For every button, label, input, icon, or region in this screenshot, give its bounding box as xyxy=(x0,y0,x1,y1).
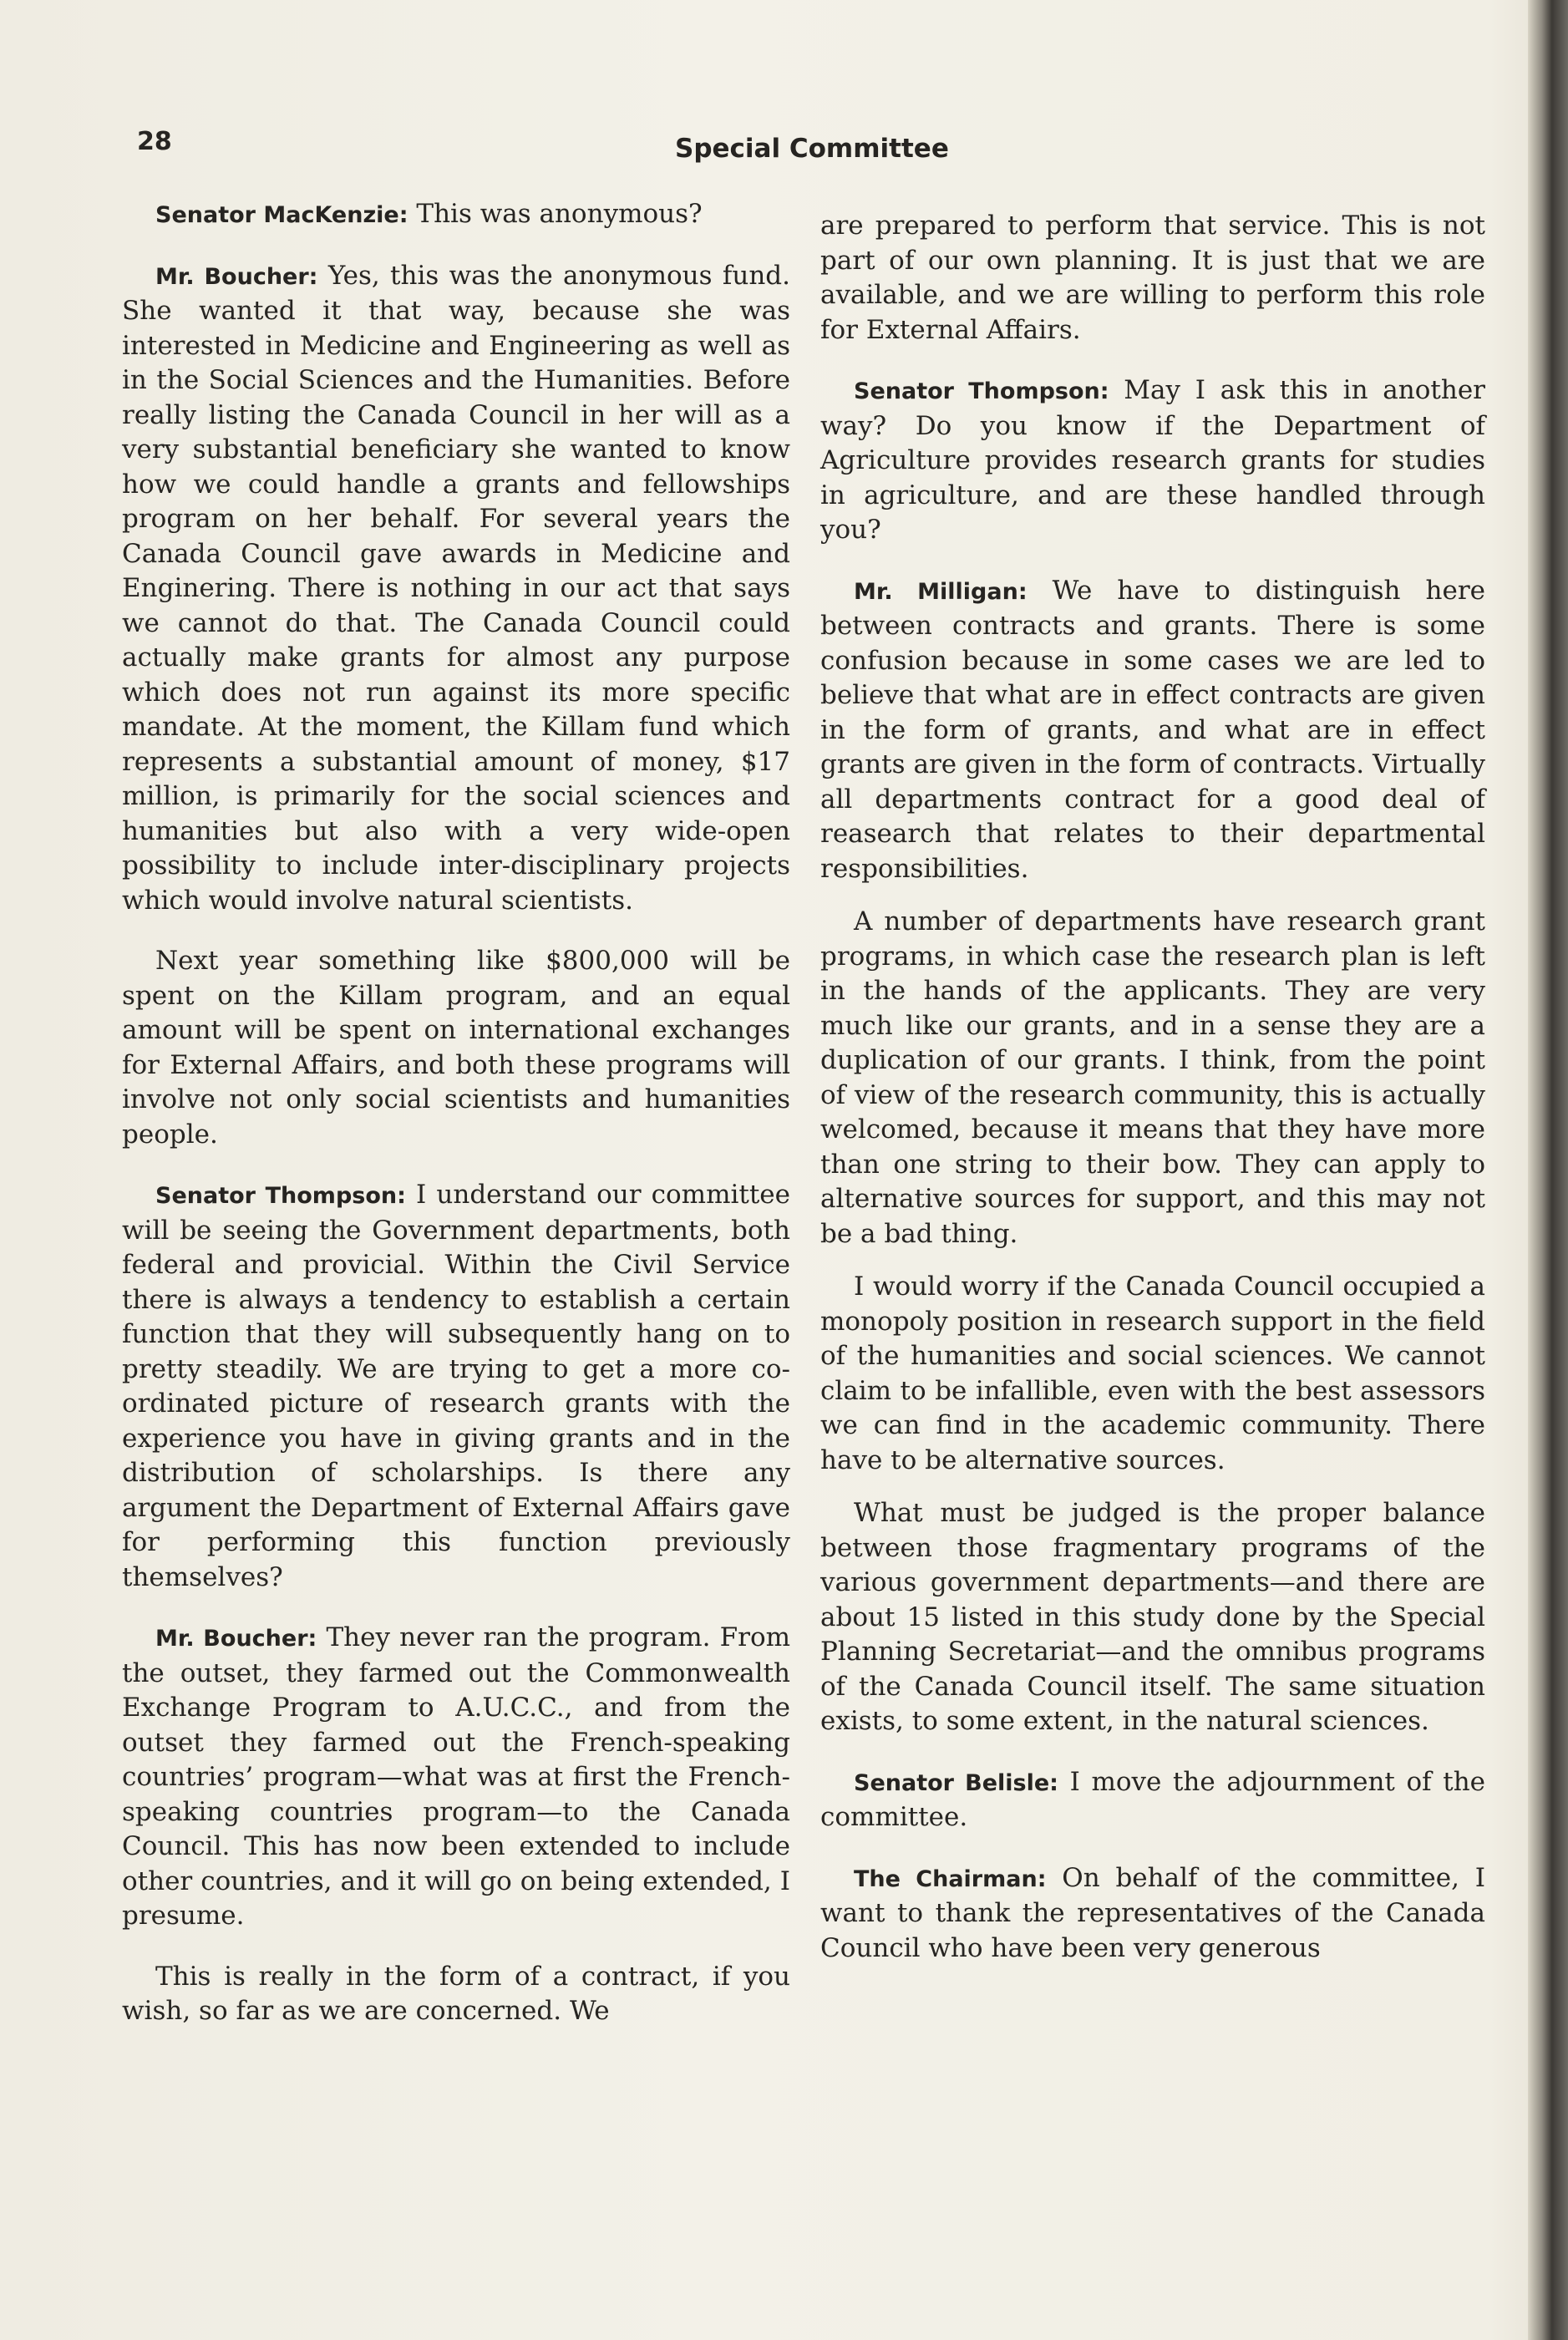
paragraph xyxy=(122,197,790,233)
paragraph xyxy=(122,1621,790,1934)
speaker-label: The Chairman: xyxy=(854,1865,1047,1892)
speaker-label: Mr. Boucher: xyxy=(155,1626,317,1652)
paragraph xyxy=(122,944,790,1152)
right-column xyxy=(820,209,1485,1992)
book-spine-shadow xyxy=(1528,0,1568,2340)
paragraph xyxy=(820,1765,1485,1835)
paragraph-text: What must be judged is the proper balance between those fragmentary programs of the various government departments—and there are about 15 listed in this study done by the Special Planning Secretariat—and the omnibus programs of the Canada Council itself. The same situation exists, to some extent, in the natural sciences. xyxy=(820,1498,1485,1736)
paragraph xyxy=(820,905,1485,1251)
paragraph-text: This is really in the form of a contract, if you wish, so far as we are concerned. We xyxy=(122,1961,790,2026)
paragraph-text: May I ask this in another way? Do you know if the Department of Agriculture provides research grants for studies in agriculture, and are these handled through you? xyxy=(820,375,1485,545)
speaker-label: Senator Thompson: xyxy=(854,378,1109,404)
paragraph-text: This was anonymous? xyxy=(416,199,703,229)
speaker-label: Senator Thompson: xyxy=(155,1183,406,1209)
paragraph-text: They never ran the program. From the outset, they farmed out the Commonwealth Exchange Program to A.U.C.C., and from the outset they farmed out the French-speaking countries’ program—what was at first the French-speaking countries program—to the Canada Council. This has now been extended to include other countries, and it will go on being extended, I presume. xyxy=(122,1622,790,1931)
paragraph-text: are prepared to perform that service. This is not part of our own planning. It is just that we are available, and we are willing to perform this role for External Affairs. xyxy=(820,211,1485,345)
speaker-label: Senator MacKenzie: xyxy=(155,202,408,228)
speaker-label: Senator Belisle: xyxy=(854,1769,1058,1796)
left-column xyxy=(122,197,790,2055)
paragraph-text: I move the adjournment of the committee. xyxy=(820,1766,1486,1832)
paragraph-text: I would worry if the Canada Council occupied a monopoly position in research support in the field of the humanities and social sciences. We cannot claim to be infallible, even with the best assessors we can find in the academic community. There have to be alternative sources. xyxy=(820,1272,1485,1475)
paragraph xyxy=(122,1178,790,1595)
paragraph xyxy=(820,1496,1485,1739)
paragraph xyxy=(820,574,1485,887)
running-title: Special Committee xyxy=(675,134,949,164)
paragraph xyxy=(122,1960,790,2029)
paragraph-text: I understand our committee will be seeing the Government departments, both federal and provicial. Within the Civil Service there is always a tendency to establish a certain function that they will subsequently hang on to pretty steadily. We are trying to get a more co-ordinated picture of research grants with the experience you have in giving grants and in the distribution of scholarships. Is there any argument the Department of External Affairs gave for performing this function previously themselves? xyxy=(122,1180,790,1592)
paragraph xyxy=(820,209,1485,348)
speaker-label: Mr. Boucher: xyxy=(155,263,318,290)
paragraph-text: Yes, this was the anonymous fund. She wanted it that way, because she was interested in Medicine and Engineering as well as in the Social Sciences and the Humanities. Before really listing the Canada Council in her will as a very substantial beneficiary she wanted to know how we could handle a grants and fellowships program on her behalf. For several years the Canada Council gave awards in Medicine and Enginering. There is nothing in our act that says we cannot do that. The Canada Council could actually make grants for almost any purpose which does not run against its more specific mandate. At the moment, the Killam fund which represents a substantial amount of money, $17 million, is primarily for the social sciences and humanities but also with a very wide-open possibility to include inter-disciplinary projects which would involve natural scientists. xyxy=(122,260,790,916)
paragraph xyxy=(820,373,1485,548)
paragraph xyxy=(122,259,790,919)
paragraph-text: A number of departments have research grant programs, in which case the research plan is left in the hands of the applicants. They are very much like our grants, and in a sense they are a duplication of our grants. I think, from the point of view of the research community, this is actually welcomed, because it means that they have more than one string to their bow. They can apply to alternative sources for support, and this may not be a bad thing. xyxy=(820,906,1485,1249)
speaker-label: Mr. Milligan: xyxy=(854,578,1028,605)
paragraph-text: We have to distinguish here between contracts and grants. There is some confusion because in some cases we are led to believe that what are in effect contracts are given in the form of grants, and what are in effect grants are given in the form of contracts. Virtually all departments contract for a good deal of reasearch that relates to their departmental responsibilities. xyxy=(820,575,1485,884)
paragraph xyxy=(820,1861,1485,1967)
paragraph-text: Next year something like $800,000 will be spent on the Killam program, and an equal amount will be spent on international exchanges for External Affairs, and both these programs will involve not only social scientists and humanities people. xyxy=(122,946,790,1150)
paragraph-text: On behalf of the committee, I want to thank the representatives of the Canada Council who have been very generous xyxy=(820,1862,1485,1963)
paragraph xyxy=(820,1270,1485,1478)
page-number: 28 xyxy=(137,127,172,156)
